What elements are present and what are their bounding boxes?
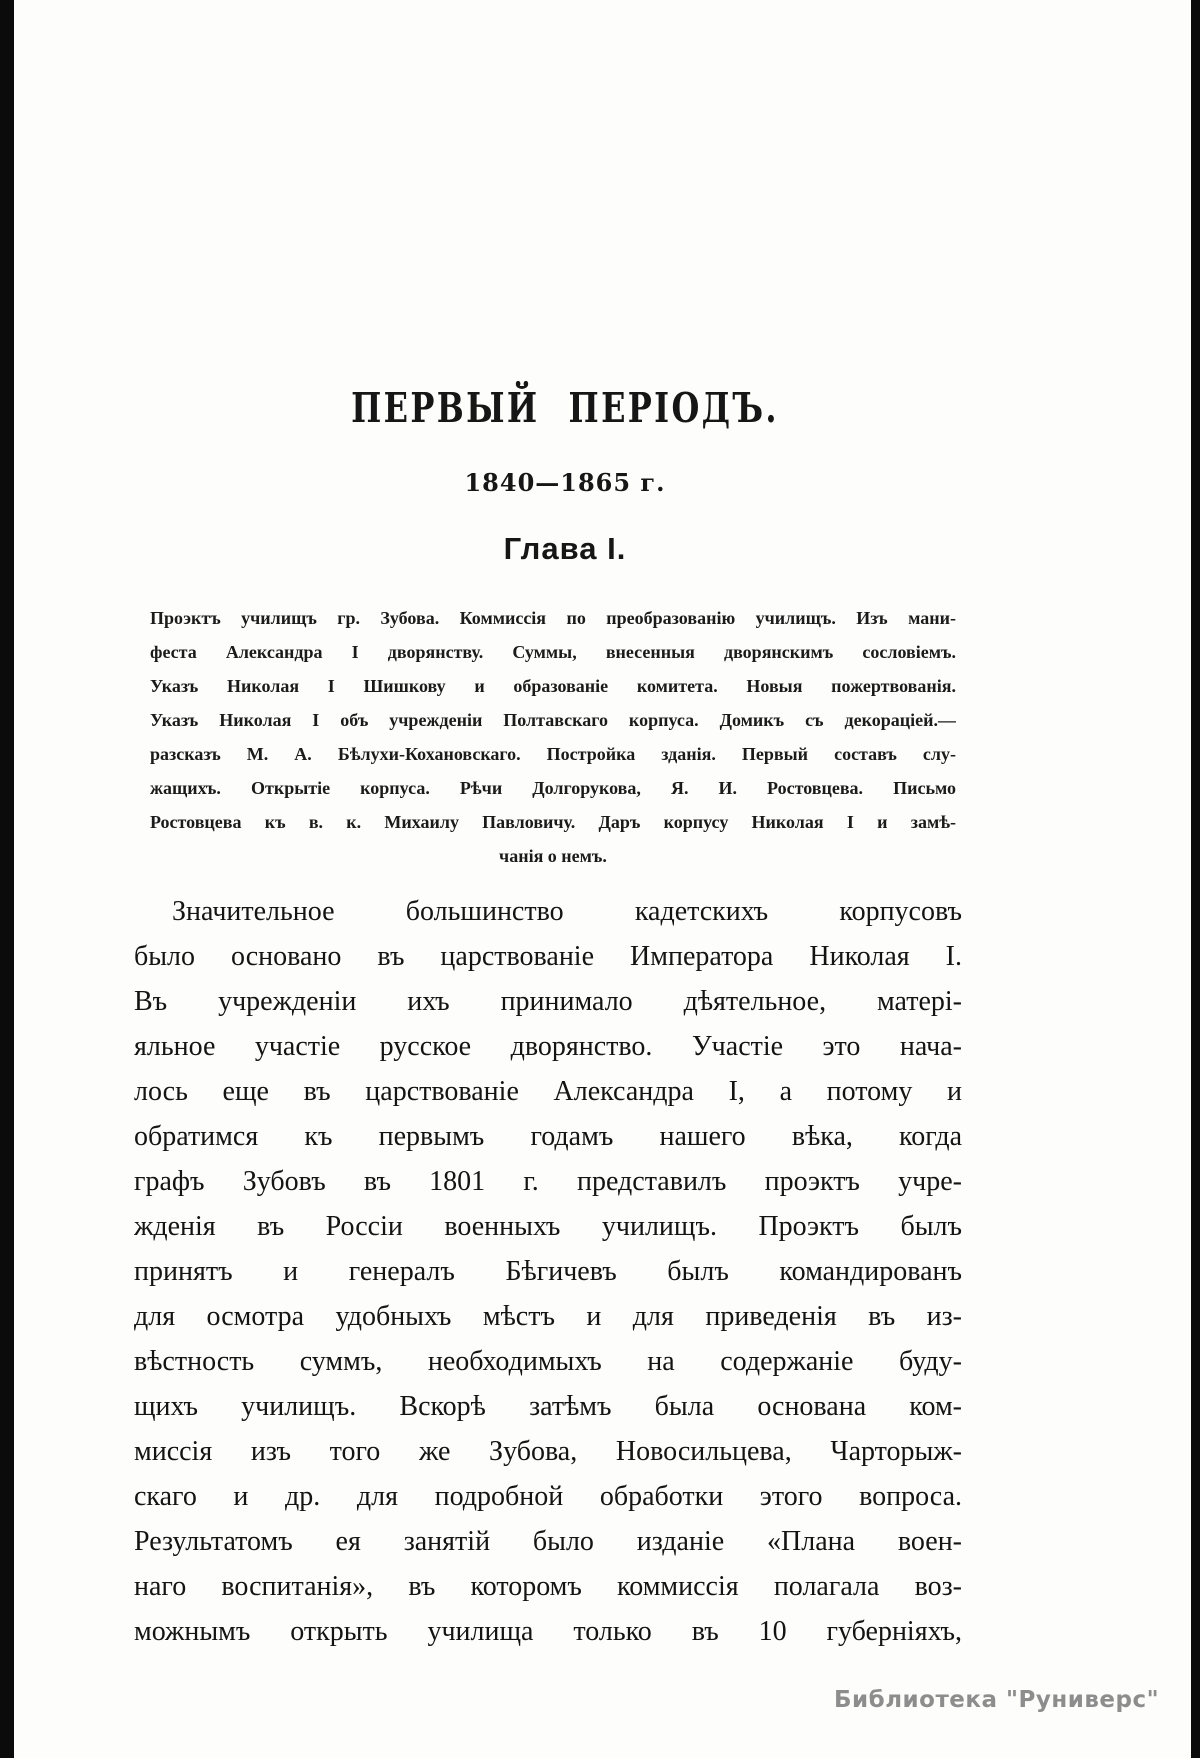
body-text-line: для осмотра удобныхъ мѣстъ и для приведенія въ из- xyxy=(134,1301,962,1332)
body-text-line: Въ учрежденіи ихъ принимало дѣятельное, матері- xyxy=(134,986,962,1017)
body-text xyxy=(134,889,962,1654)
body-text-line: было основано въ царствованіе Императора Николая I. xyxy=(134,941,962,972)
body-text-line: яльное участіе русское дворянство. Участіе это нача- xyxy=(134,1031,962,1062)
body-text-line: миссія изъ того же Зубова, Новосильцева, Чарторыж- xyxy=(134,1436,962,1467)
runivers-library-watermark: Библиотека "Руниверс" xyxy=(834,1687,1160,1713)
summary-line: чанія о немъ. xyxy=(499,846,607,866)
body-text-line: вѣстность суммъ, необходимыхъ на содержаніе буду- xyxy=(134,1346,962,1377)
body-text-line: обратимся къ первымъ годамъ нашего вѣка, когда xyxy=(134,1121,962,1152)
summary-line: Ростовцева къ в. к. Михаилу Павловичу. Даръ корпусу Николая I и замѣ- xyxy=(150,812,956,832)
scan-edge-right-bar xyxy=(1191,0,1200,1758)
summary-line: Проэктъ училищъ гр. Зубова. Коммиссія по преобразованію училищъ. Изъ мани- xyxy=(150,608,956,628)
body-text-line: принятъ и генералъ Бѣгичевъ былъ командированъ xyxy=(134,1256,962,1287)
summary-line: феста Александра I дворянству. Суммы, внесенныя дворянскимъ сословіемъ. xyxy=(150,642,956,662)
summary-line: Указъ Николая I Шишкову и образованіе комитета. Новыя пожертвованія. xyxy=(150,676,956,696)
body-text-line: графъ Зубовъ въ 1801 г. представилъ проэктъ учре- xyxy=(134,1166,962,1197)
body-text-line: Результатомъ ея занятій было изданіе «Плана воен- xyxy=(134,1526,962,1557)
period-title: ПЕРВЫЙ ПЕРІОДЪ. xyxy=(351,384,779,432)
chapter-summary xyxy=(150,601,956,873)
summary-line: Указъ Николая I объ учрежденіи Полтавскаго корпуса. Домикъ съ декораціей.— xyxy=(150,710,956,730)
body-text-line: жденія въ Россіи военныхъ училищъ. Проэктъ былъ xyxy=(134,1211,962,1242)
chapter-heading: Глава I. xyxy=(503,531,627,566)
body-text-line: наго воспитанія», въ которомъ коммиссія полагала воз- xyxy=(134,1571,962,1602)
body-text-line: щихъ училищъ. Вскорѣ затѣмъ была основана ком- xyxy=(134,1391,962,1422)
scan-edge-left-bar xyxy=(0,0,14,1758)
body-text-line: скаго и др. для подробной обработки этого вопроса. xyxy=(134,1481,962,1512)
body-text-line: Значительное большинство кадетскихъ корпусовъ xyxy=(172,896,962,927)
summary-line: жащихъ. Открытіе корпуса. Рѣчи Долгорукова, Я. И. Ростовцева. Письмо xyxy=(150,778,956,798)
body-text-line: можнымъ открыть училища только въ 10 губерніяхъ, xyxy=(134,1616,962,1647)
period-date-range: 1840—1865 г. xyxy=(464,468,666,497)
body-text-line: лось еще въ царствованіе Александра I, а потому и xyxy=(134,1076,962,1107)
summary-line: разсказъ М. А. Бѣлухи-Кохановскаго. Постройка зданія. Первый составъ слу- xyxy=(150,744,956,764)
